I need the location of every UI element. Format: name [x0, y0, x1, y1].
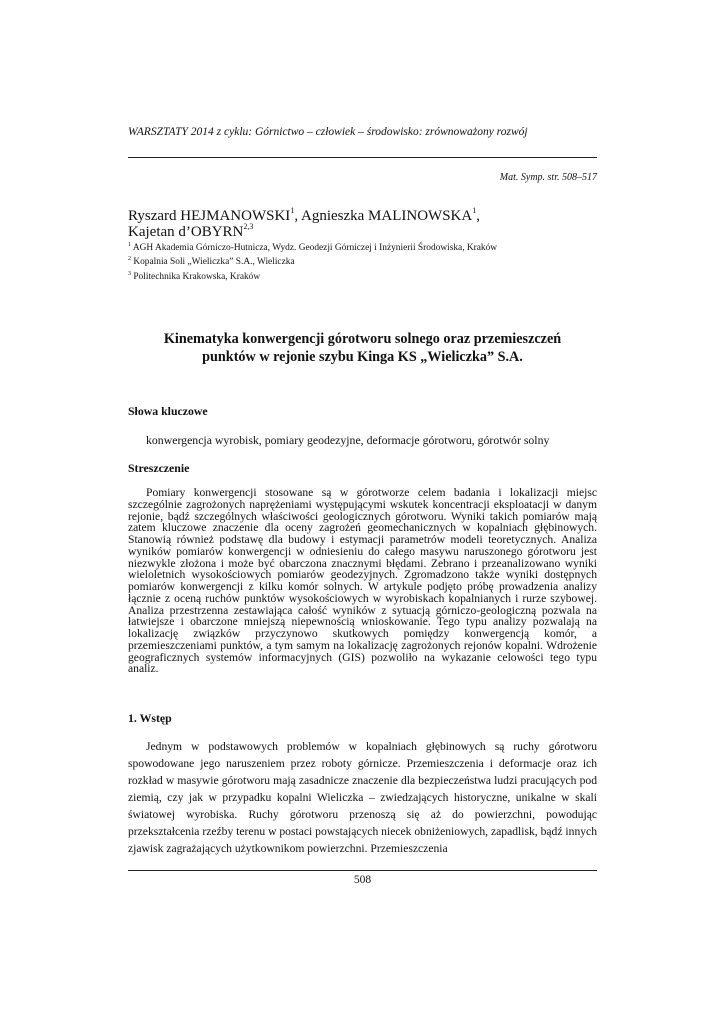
affiliation-text: AGH Akademia Górniczo-Hutnicza, Wydz. Geodezji Górniczej i Inżynierii Środowiska, Kraków [132, 243, 498, 253]
author-separator: , [476, 208, 480, 224]
section-body [128, 738, 597, 857]
keywords-heading: Słowa kluczowe [128, 404, 208, 418]
author-affil-ref: 1 [472, 206, 477, 215]
author-separator: , [294, 208, 301, 224]
abstract-heading: Streszczenie [128, 461, 190, 475]
author-list [128, 208, 598, 240]
abstract-paragraph: Pomiary konwergencji stosowane są w górotworze celem badania i lokalizacji miejsc szczególnie zagrożonych naprężeniami występującymi wskutek koncentracji eksploatacji w danym rejonie, bądź szczególnych właściwości geologicznych górotworu. Wyniki takich pomiarów mają zatem kluczowe znaczenie dla oceny zagrożeń geomechanicznych w kopalniach głębinowych. Stanowią również podstawę dla budowy i estymacji parametrów modeli teoretycznych. Analiza wyników pomiarów konwergencji w odniesieniu do całego masywu naruszonego górotworu jest niezwykle złożona i może być obarczona znacznymi błędami. Zebrano i przeanalizowano wyniki wieloletnich wysokościowych pomiarów geodezyjnych. Zgromadzono także wyniki dostępnych pomiarów konwergencji z kilku komór solnych. W artykule podjęto próbę prowadzenia analizy łącznie z oceną ruchów punktów wysokościowych w wyrobiskach kopalnianych i rurze szybowej. Analiza przestrzenna zestawiająca całość wyników z sytuacją górniczo-geologiczną pozwala na łatwiejsze i obarczone mniejszą niepewnością wnioskowanie. Tego typu analizy pozwalają na lokalizację związków przyczynowo skutkowych pomiędzy konwergencją komór, a przemieszczeniami punktów, a tym samym na lokalizację zagrożonych rejonów kopalni. Wdrożenie geograficznych systemów informacyjnych (GIS) pozwoliło na wykazanie celowości tego typu analiz. [128, 486, 597, 676]
author-name: Agnieszka MALINOWSKA [301, 208, 473, 224]
section-heading: 1. Wstęp [128, 711, 172, 725]
title-line: punktów w rejonie szybu Kinga KS „Wieliczka” S.A. [202, 349, 523, 365]
affiliation-number: 3 [128, 271, 131, 277]
footer-rule [128, 870, 597, 871]
running-header: WARSZTATY 2014 z cyklu: Górnictwo – człowiek – środowisko: zrównoważony rozwój [128, 126, 528, 138]
affiliation-number: 2 [128, 256, 131, 262]
affiliation-number: 1 [128, 242, 131, 248]
paper-title [128, 330, 597, 366]
affiliation-text: Kopalnia Soli „Wieliczka” S.A., Wieliczka [133, 257, 295, 267]
citation-line: Mat. Symp. str. 508–517 [499, 172, 597, 183]
keywords-text: konwergencja wyrobisk, pomiary geodezyjne, deformacje górotworu, górotwór solny [146, 433, 550, 447]
title-line: Kinematyka konwergencji górotworu solnego oraz przemieszczeń [163, 331, 562, 347]
body-paragraph: Jednym w podstawowych problemów w kopalniach głębinowych są ruchy górotworu spowodowane jego naruszeniem przez roboty górnicze. Przemieszczenia i deformacje oraz ich rozkład w masywie górotworu mają zasadnicze znaczenie dla bezpieczeństwa ludzi pracujących pod ziemią, czy jak w przypadku kopalni Wieliczka – zwiedzających historyczne, unikalne w skali światowej wyrobiska. Ruchy górotworu przenoszą się aż do powierzchni, powodując przekształcenia rzeźby terenu w postaci powstających niecek obniżeniowych, zapadlisk, bądź innych zjawisk zagrażających użytkownikom powierzchni. Przemieszczenia [128, 740, 597, 855]
author-affil-ref: 2,3 [243, 222, 254, 231]
affiliation [128, 257, 598, 267]
author-name: Kajetan d’OBYRN [128, 224, 244, 240]
abstract-body [128, 487, 597, 675]
author-name: Ryszard HEJMANOWSKI [128, 208, 291, 224]
affiliation [128, 272, 598, 282]
page-number: 508 [353, 874, 372, 886]
affiliation-text: Politechnika Krakowska, Kraków [133, 272, 261, 282]
author-affil-ref: 1 [290, 206, 295, 215]
header-rule [128, 157, 597, 158]
affiliation [128, 243, 598, 253]
